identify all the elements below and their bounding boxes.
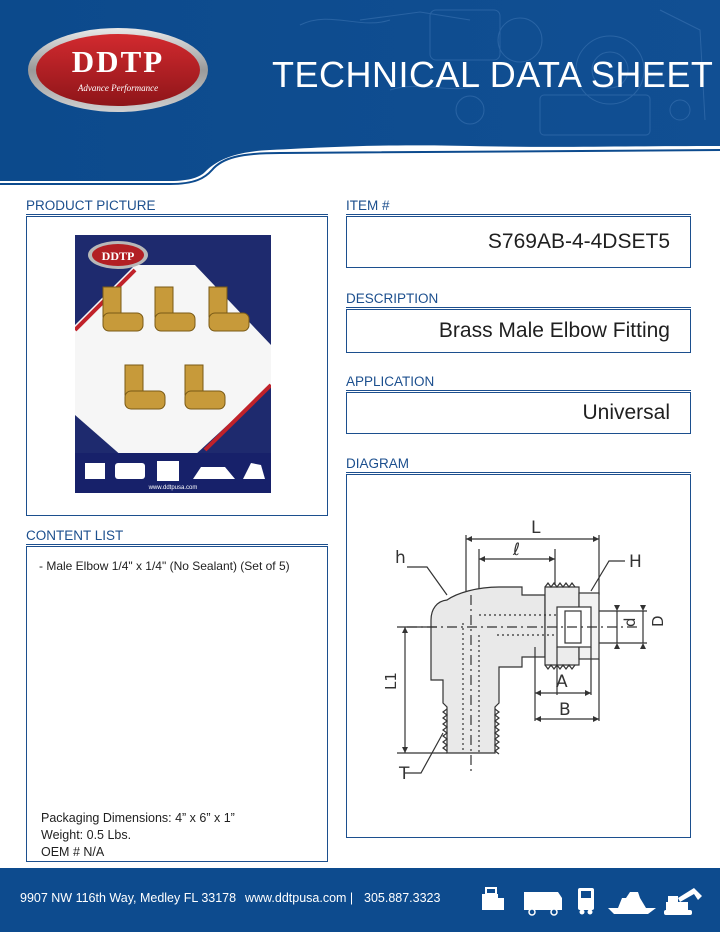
content-list-item: - Male Elbow 1/4" x 1/4" (No Sealant) (Set of 5) xyxy=(39,559,290,573)
content-list-box xyxy=(26,546,328,862)
divider xyxy=(346,307,691,308)
product-package-image xyxy=(75,235,271,493)
divider xyxy=(346,472,691,473)
truck-icon xyxy=(578,888,594,915)
description-label: DESCRIPTION xyxy=(346,291,439,306)
application-box xyxy=(346,392,691,434)
package-url: www.ddtpusa.com xyxy=(148,485,198,491)
item-label: ITEM # xyxy=(346,198,390,213)
bus-icon xyxy=(524,892,562,915)
dim-T: T xyxy=(399,764,410,784)
weight: Weight: 0.5 Lbs. xyxy=(41,828,132,842)
logo-text: DDTP xyxy=(71,44,165,79)
footer-address: 9907 NW 116th Way, Medley FL 33178 xyxy=(20,891,237,905)
dim-d: d xyxy=(621,617,639,627)
dim-H: H xyxy=(629,552,642,572)
excavator-icon xyxy=(664,888,702,915)
logo-tagline: Advance Performance xyxy=(77,83,159,93)
header-banner xyxy=(0,0,720,185)
page-title: TECHNICAL DATA SHEET xyxy=(272,54,714,95)
product-picture-label: PRODUCT PICTURE xyxy=(26,198,156,213)
divider xyxy=(26,214,328,215)
item-number-box xyxy=(346,216,691,268)
package-logo-text: DDTP xyxy=(101,249,135,263)
generator-icon xyxy=(482,888,504,910)
diagram-box xyxy=(346,474,691,838)
dim-L1: L1 xyxy=(382,672,400,690)
content-list-label: CONTENT LIST xyxy=(26,528,124,543)
dim-A: A xyxy=(556,672,568,692)
packaging-dimensions: Packaging Dimensions: 4” x 6” x 1” xyxy=(41,811,235,825)
divider xyxy=(26,544,328,545)
footer xyxy=(0,868,720,932)
dim-h: h xyxy=(395,548,406,568)
divider xyxy=(346,214,691,215)
dim-l: ℓ xyxy=(513,540,521,560)
description-value: Brass Male Elbow Fitting xyxy=(438,319,670,342)
dim-D: D xyxy=(649,615,667,627)
divider xyxy=(346,390,691,391)
product-image xyxy=(75,235,271,493)
fitting-diagram xyxy=(347,475,690,837)
boat-icon xyxy=(608,892,656,914)
description-box xyxy=(346,309,691,353)
oem-number: OEM # N/A xyxy=(41,845,105,859)
application-value: Universal xyxy=(582,401,670,424)
footer-phone[interactable]: 305.887.3323 xyxy=(364,891,441,905)
ddtp-logo xyxy=(26,26,210,114)
item-number-value: S769AB-4-4DSET5 xyxy=(487,230,670,253)
product-picture-box xyxy=(26,216,328,516)
dim-B: B xyxy=(559,700,571,720)
application-label: APPLICATION xyxy=(346,374,435,389)
dim-L: L xyxy=(531,518,541,538)
diagram-label: DIAGRAM xyxy=(346,456,410,471)
footer-website[interactable]: www.ddtpusa.com | xyxy=(245,891,354,905)
footer-icon-row xyxy=(480,882,710,922)
